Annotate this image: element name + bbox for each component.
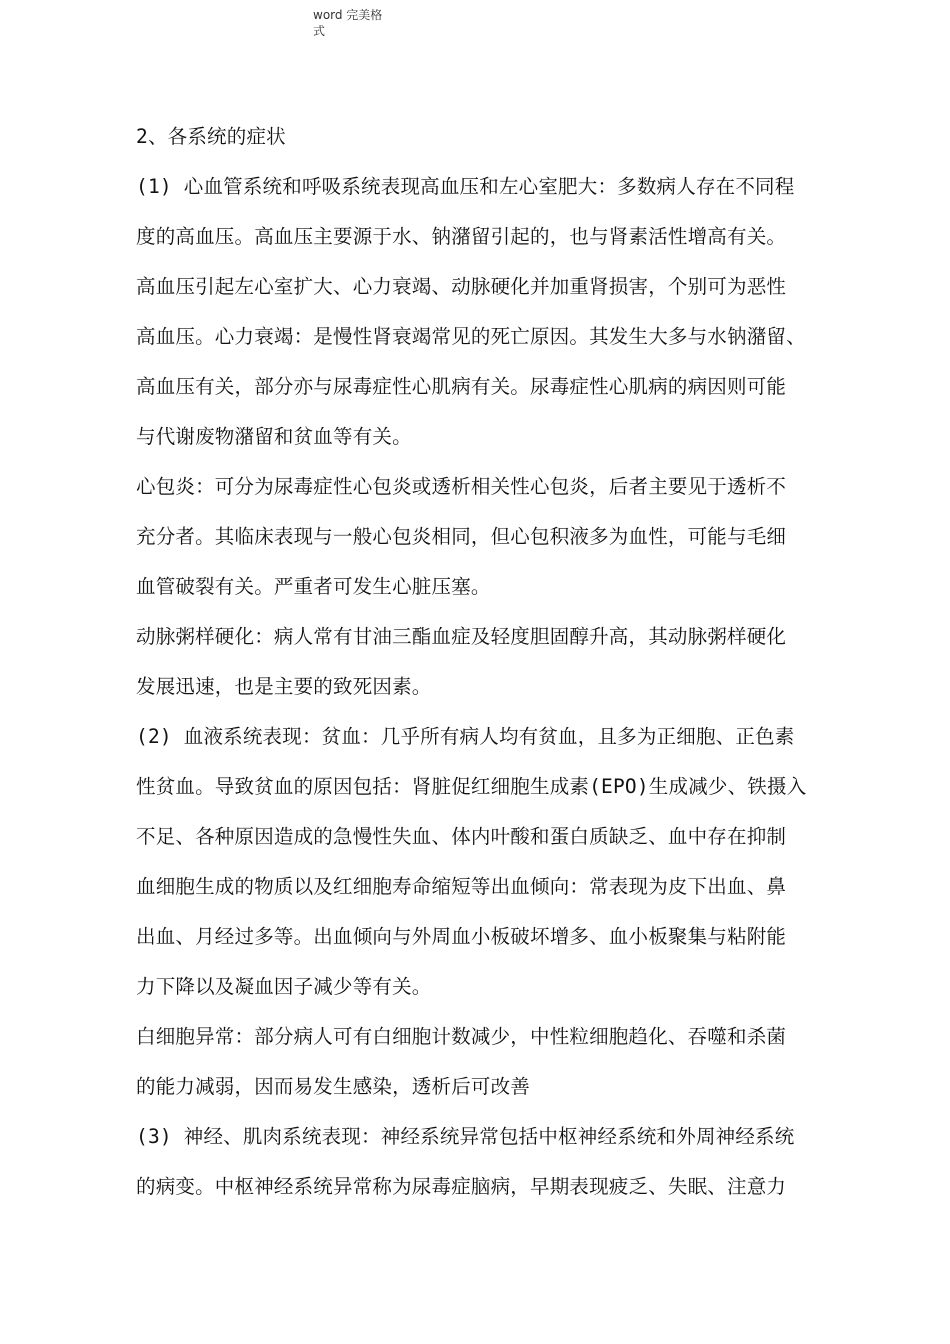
text-line: 高血压有关，部分亦与尿毒症性心肌病有关。尿毒症性心肌病的病因则可能 (136, 375, 787, 398)
text-line: 发展迅速，也是主要的致死因素。 (136, 675, 432, 698)
text-line: (2) 血液系统表现：贫血：几乎所有病人均有贫血，且多为正细胞、正色素 (136, 725, 795, 748)
text-line: (1) 心血管系统和呼吸系统表现高血压和左心室肥大：多数病人存在不同程 (136, 175, 795, 198)
text-line: 不足、各种原因造成的急慢性失血、体内叶酸和蛋白质缺乏、血中存在抑制 (136, 825, 787, 848)
document-body (136, 122, 826, 1222)
text-line: 的病变。中枢神经系统异常称为尿毒症脑病，早期表现疲乏、失眠、注意力 (136, 1175, 787, 1198)
header-tag-line2: 式 (313, 24, 326, 38)
header-tag-line1: word 完美格 (313, 8, 383, 22)
text-line: 力下降以及凝血因子减少等有关。 (136, 975, 432, 998)
text-line: 度的高血压。高血压主要源于水、钠潴留引起的，也与肾素活性增高有关。 (136, 225, 787, 248)
section-heading: 2、各系统的症状 (136, 125, 286, 148)
text-line: 高血压引起左心室扩大、心力衰竭、动脉硬化并加重肾损害，个别可为恶性 (136, 275, 787, 298)
text-line: 白细胞异常：部分病人可有白细胞计数减少，中性粒细胞趋化、吞噬和杀菌 (136, 1025, 787, 1048)
text-line: 充分者。其临床表现与一般心包炎相同，但心包积液多为血性，可能与毛细 (136, 525, 787, 548)
text-line: 心包炎：可分为尿毒症性心包炎或透析相关性心包炎，后者主要见于透析不 (136, 475, 787, 498)
text-line: 与代谢废物潴留和贫血等有关。 (136, 425, 412, 448)
text-line: 血细胞生成的物质以及红细胞寿命缩短等出血倾向：常表现为皮下出血、鼻 (136, 875, 787, 898)
text-line: (3) 神经、肌肉系统表现：神经系统异常包括中枢神经系统和外周神经系统 (136, 1125, 795, 1148)
text-line: 动脉粥样硬化：病人常有甘油三酯血症及轻度胆固醇升高，其动脉粥样硬化 (136, 625, 787, 648)
text-line: 出血、月经过多等。出血倾向与外周血小板破坏增多、血小板聚集与粘附能 (136, 925, 787, 948)
text-line: 的能力减弱，因而易发生感染，透析后可改善 (136, 1075, 531, 1098)
header-format-tag (313, 7, 393, 39)
text-line: 血管破裂有关。严重者可发生心脏压塞。 (136, 575, 491, 598)
text-line: 高血压。心力衰竭：是慢性肾衰竭常见的死亡原因。其发生大多与水钠潴留、 (136, 325, 806, 348)
text-line: 性贫血。导致贫血的原因包括：肾脏促红细胞生成素(EPO)生成减少、铁摄入 (136, 775, 807, 798)
